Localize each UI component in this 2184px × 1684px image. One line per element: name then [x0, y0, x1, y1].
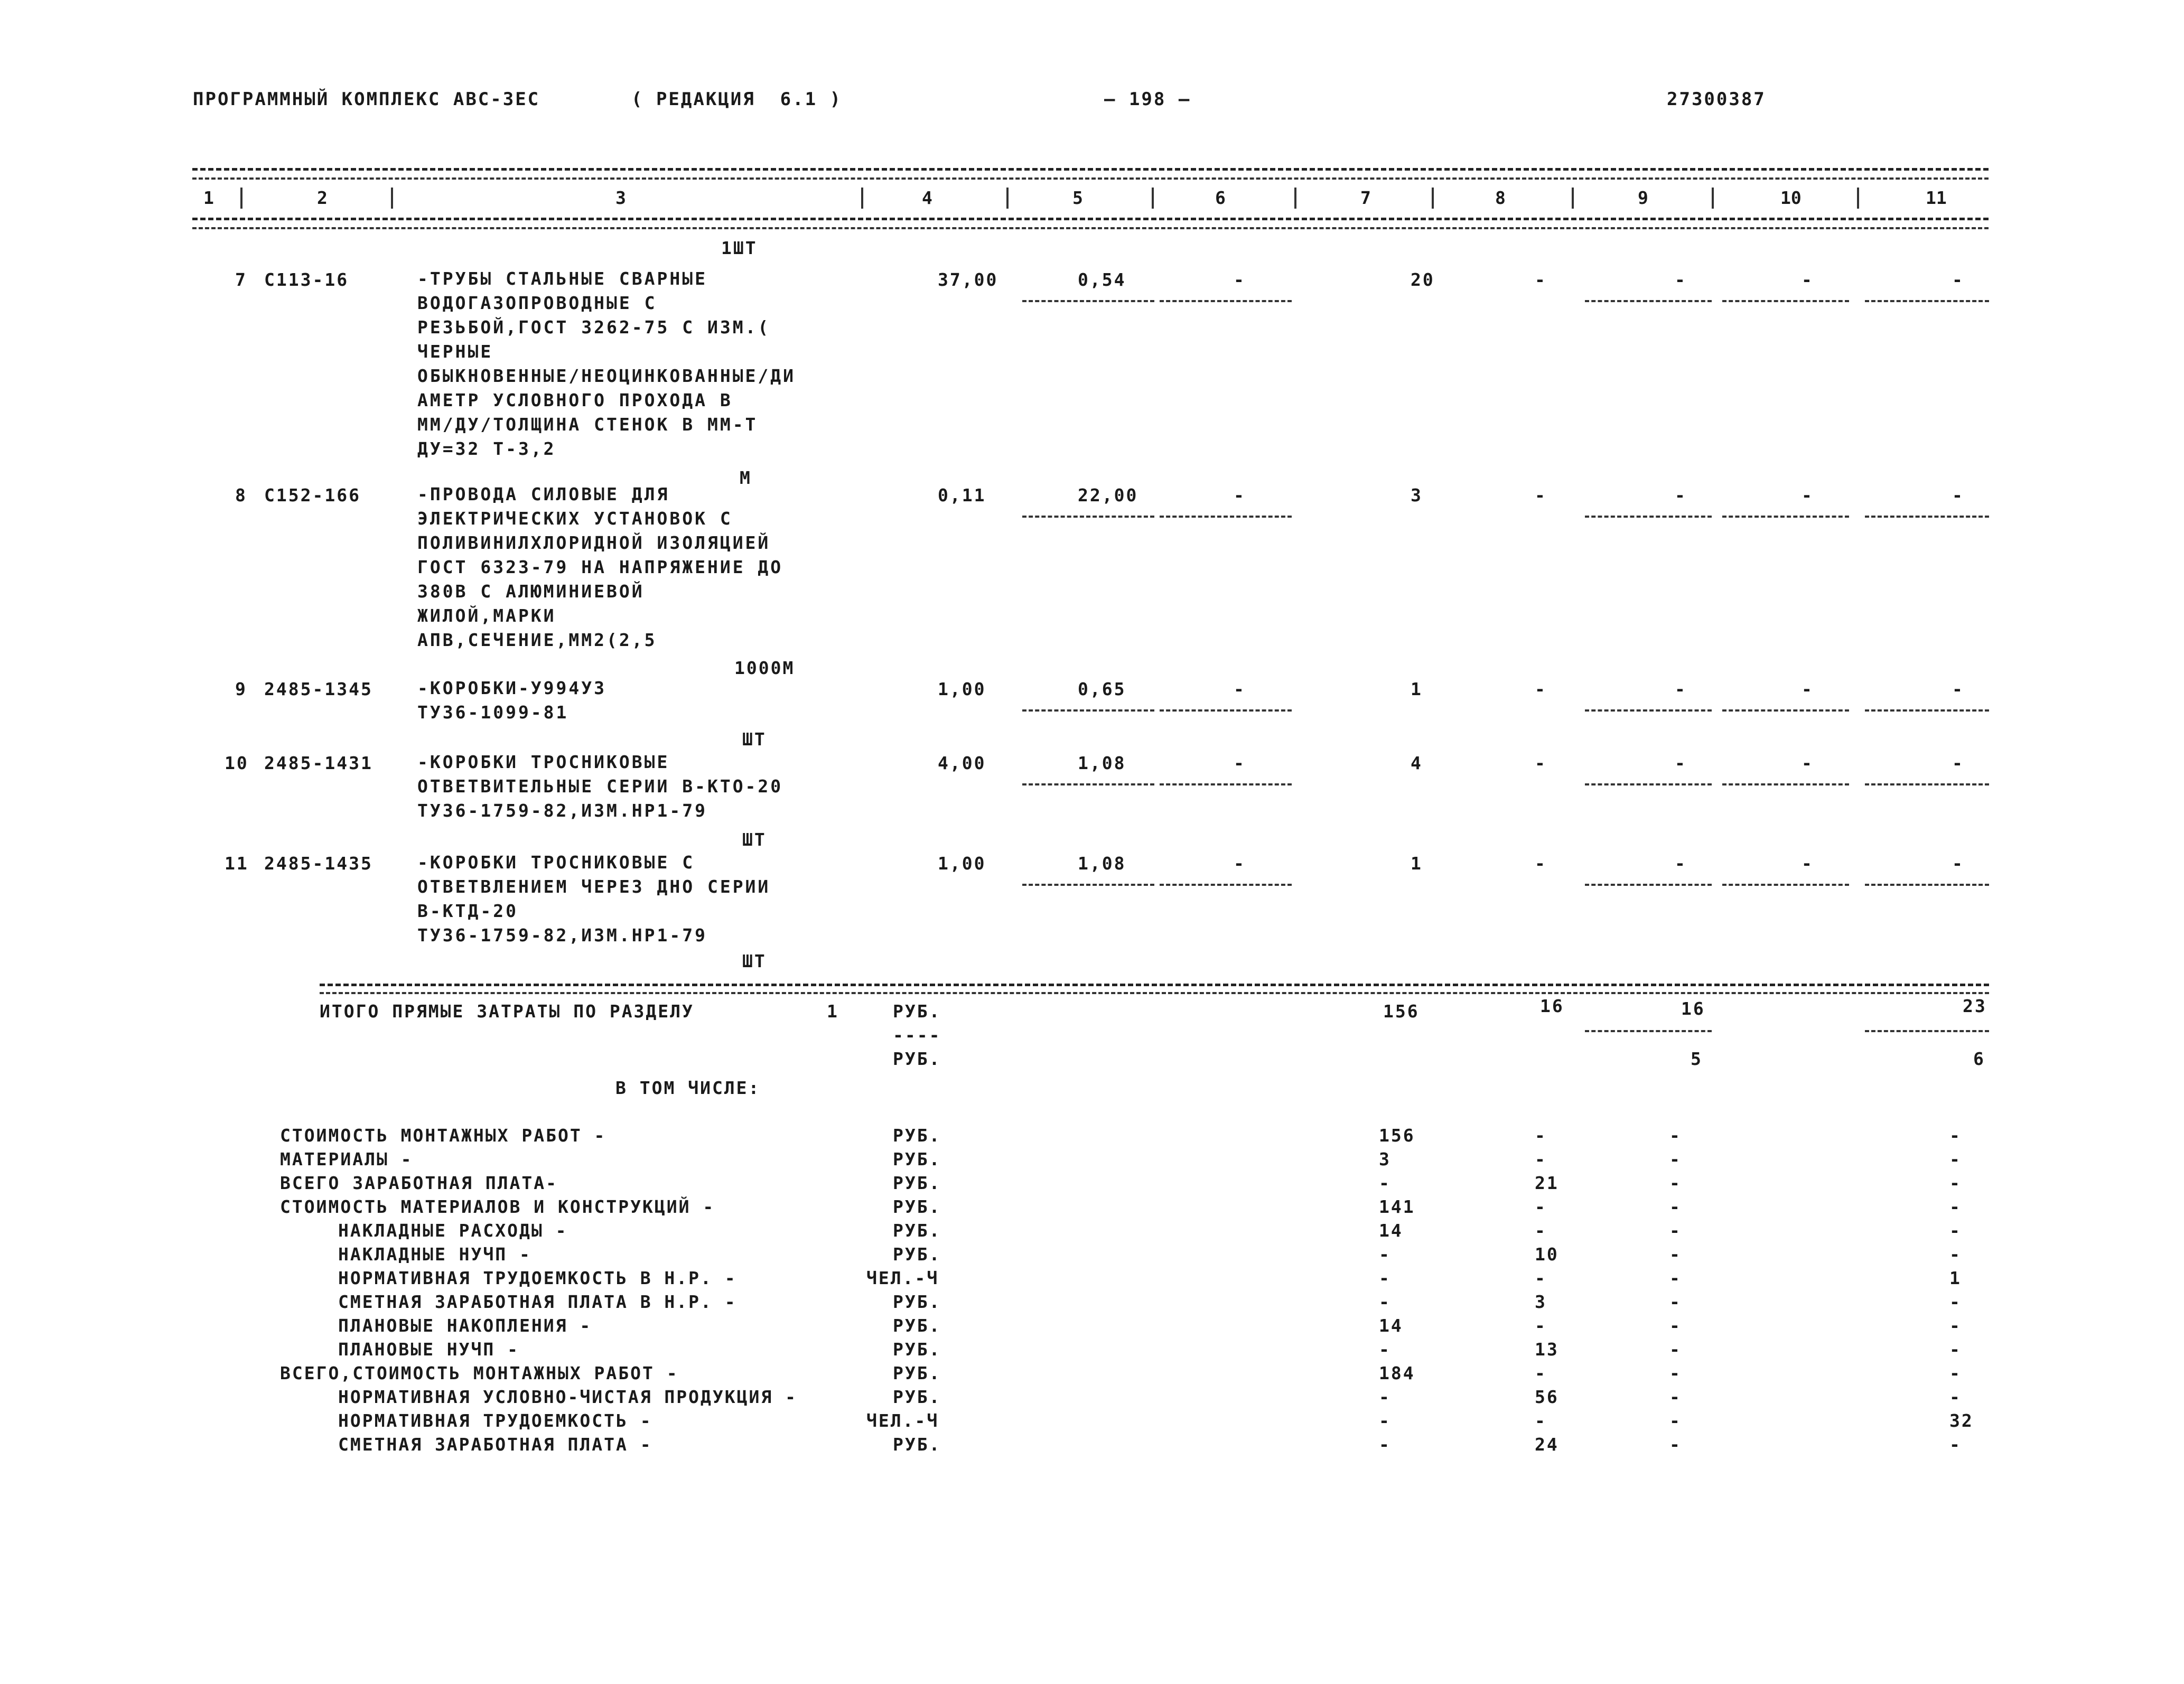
document-code: 27300387 — [1667, 89, 1766, 110]
cell-underline — [1722, 709, 1849, 712]
breakdown-col9: - — [1669, 1434, 1682, 1455]
column-number: 4 — [922, 188, 932, 208]
breakdown-col9: - — [1669, 1315, 1682, 1336]
breakdown-unit: РУБ. — [893, 1339, 941, 1360]
cell-underline — [1160, 783, 1292, 785]
cell-underline — [1585, 516, 1712, 518]
col10-cell: - — [1802, 679, 1814, 699]
cell-underline — [1585, 300, 1712, 302]
row-number: 8 — [235, 485, 247, 506]
cell-underline — [1160, 300, 1292, 302]
breakdown-col7: 141 — [1379, 1196, 1415, 1217]
breakdown-col7: 3 — [1379, 1149, 1391, 1170]
breakdown-label: ПЛАНОВЫЕ НАКОПЛЕНИЯ - — [338, 1315, 592, 1336]
item-description: -ПРОВОДА СИЛОВЫЕ ДЛЯ ЭЛЕКТРИЧЕСКИХ УСТАНОВОК С ПОЛИВИНИЛХЛОРИДНОЙ ИЗОЛЯЦИЕЙ ГОСТ 6323-79 НА НАПРЯЖЕНИЕ ДО 380В С АЛЮМИНИЕВОЙ ЖИЛОЙ,МАРКИ АПВ,СЕЧЕНИЕ,ММ2(2,5 — [417, 484, 783, 650]
item-description: -КОРОБКИ ТРОСНИКОВЫЕ С ОТВЕТВЛЕНИЕМ ЧЕРЕЗ ДНО СЕРИИ В-КТД-20 ТУ36-1759-82,ИЗМ.НР1-79 — [417, 852, 771, 946]
col9-cell: - — [1675, 853, 1687, 874]
breakdown-label: НОРМАТИВНАЯ ТРУДОЕМКОСТЬ - — [338, 1410, 652, 1431]
breakdown-col7: 184 — [1379, 1363, 1415, 1383]
cell-underline — [1022, 709, 1154, 712]
col11-cell: - — [1952, 485, 1964, 506]
breakdown-col7: - — [1379, 1244, 1391, 1265]
breakdown-unit: РУБ. — [893, 1149, 941, 1170]
breakdown-col8: - — [1535, 1149, 1547, 1170]
breakdown-col11: - — [1949, 1125, 1962, 1146]
col10-cell: - — [1802, 753, 1814, 773]
totals-col11: 23 — [1963, 996, 1987, 1016]
breakdown-col11: 1 — [1949, 1268, 1962, 1288]
breakdown-col9: - — [1669, 1196, 1682, 1217]
quantity-cell: 4,00 — [938, 753, 986, 773]
breakdown-col7: 14 — [1379, 1220, 1403, 1241]
col6-cell: - — [1234, 485, 1246, 506]
cell-underline — [1865, 709, 1989, 712]
breakdown-label: СМЕТНАЯ ЗАРАБОТНАЯ ПЛАТА В Н.Р. - — [338, 1292, 737, 1312]
quantity-cell: 0,11 — [938, 485, 986, 506]
breakdown-unit: РУБ. — [893, 1292, 941, 1312]
breakdown-col11: - — [1949, 1434, 1962, 1455]
col8-cell: - — [1535, 753, 1547, 773]
column-number: 1 — [203, 188, 214, 208]
column-separator — [1152, 188, 1154, 209]
totals-col9: 16 — [1681, 998, 1705, 1019]
column-number: 11 — [1926, 188, 1947, 208]
row-number: 10 — [225, 753, 249, 773]
column-number: 10 — [1780, 188, 1802, 208]
col11-cell: - — [1952, 753, 1964, 773]
column-number: 2 — [317, 188, 328, 208]
cell-underline — [1022, 516, 1154, 518]
page-number: — 198 — — [1104, 89, 1191, 110]
col6-cell: - — [1234, 269, 1246, 290]
rate-code: С113-16 — [264, 269, 349, 290]
breakdown-col11: - — [1949, 1244, 1962, 1265]
breakdown-col11: - — [1949, 1173, 1962, 1193]
rate-code: 2485-1435 — [264, 853, 373, 874]
header-bottom-rule-2 — [192, 227, 1989, 229]
total-cost-cell: 20 — [1411, 269, 1435, 290]
breakdown-label: НАКЛАДНЫЕ НУЧП - — [338, 1244, 531, 1265]
totals-col9b: 5 — [1691, 1049, 1703, 1069]
breakdown-col8: - — [1535, 1196, 1547, 1217]
totals-rule — [320, 984, 1989, 986]
breakdown-label: ПЛАНОВЫЕ НУЧП - — [338, 1339, 520, 1360]
column-number: 7 — [1360, 188, 1371, 208]
column-separator — [1432, 188, 1434, 209]
breakdown-col11: - — [1949, 1196, 1962, 1217]
breakdown-col8: - — [1535, 1315, 1547, 1336]
totals-unit-1: РУБ. — [893, 1001, 941, 1022]
column-separator — [391, 188, 393, 209]
cell-underline — [1160, 884, 1292, 886]
breakdown-col11: - — [1949, 1363, 1962, 1383]
item-description: -КОРОБКИ-У994УЗ ТУ36-1099-81 — [417, 678, 607, 723]
col8-cell: - — [1535, 485, 1547, 506]
totals-unit-2: РУБ. — [893, 1049, 941, 1069]
total-cost-cell: 4 — [1411, 753, 1423, 773]
quantity-cell: 1,00 — [938, 679, 986, 699]
breakdown-col7: 156 — [1379, 1125, 1415, 1146]
item-description: -ТРУБЫ СТАЛЬНЫЕ СВАРНЫЕ ВОДОГАЗОПРОВОДНЫЕ С РЕЗЬБОЙ,ГОСТ 3262-75 С ИЗМ.( ЧЕРНЫЕ ОБЫКНОВЕННЫЕ/НЕОЦИНКОВАННЫЕ/ДИ АМЕТР УСЛОВНОГО ПРОХОДА В ММ/ДУ/ТОЛЩИНА СТЕНОК В ММ-Т ДУ=32 Т-3,2 — [417, 268, 796, 459]
breakdown-unit: РУБ. — [893, 1125, 941, 1146]
breakdown-col9: - — [1669, 1268, 1682, 1288]
quantity-cell: 1,00 — [938, 853, 986, 874]
breakdown-label: СТОИМОСТЬ МОНТАЖНЫХ РАБОТ - — [280, 1125, 606, 1146]
col10-cell: - — [1802, 853, 1814, 874]
breakdown-col11: - — [1949, 1387, 1962, 1407]
breakdown-col9: - — [1669, 1125, 1682, 1146]
column-separator — [1712, 188, 1714, 209]
breakdown-col11: - — [1949, 1339, 1962, 1360]
breakdown-col7: - — [1379, 1173, 1391, 1193]
unit-price-cell: 22,00 — [1078, 485, 1138, 506]
cell-underline — [1160, 709, 1292, 712]
breakdown-unit: РУБ. — [893, 1387, 941, 1407]
unit-price-cell: 0,54 — [1078, 269, 1126, 290]
cell-underline — [1585, 884, 1712, 886]
program-name: ПРОГРАММНЫЙ КОМПЛЕКС АВС-3ЕС — [193, 89, 540, 110]
column-separator — [1572, 188, 1574, 209]
unit-of-measure: ШТ — [742, 951, 767, 971]
cell-underline — [1865, 516, 1989, 518]
unit-of-measure: М — [740, 467, 752, 488]
rate-code: 2485-1431 — [264, 753, 373, 773]
breakdown-col8: - — [1535, 1268, 1547, 1288]
header-top-rule-2 — [192, 177, 1989, 180]
breakdown-col8: - — [1535, 1125, 1547, 1146]
breakdown-col8: 56 — [1535, 1387, 1559, 1407]
column-number: 3 — [615, 188, 626, 208]
col6-cell: - — [1234, 753, 1246, 773]
col9-cell: - — [1675, 269, 1687, 290]
column-separator — [861, 188, 863, 209]
row-number: 7 — [235, 269, 247, 290]
breakdown-col8: 21 — [1535, 1173, 1559, 1193]
breakdown-col9: - — [1669, 1363, 1682, 1383]
col9-cell: - — [1675, 679, 1687, 699]
breakdown-col11: - — [1949, 1149, 1962, 1170]
breakdown-col11: - — [1949, 1220, 1962, 1241]
total-cost-cell: 3 — [1411, 485, 1423, 506]
breakdown-col7: - — [1379, 1434, 1391, 1455]
col6-cell: - — [1234, 679, 1246, 699]
totals-col8: 16 — [1540, 996, 1564, 1016]
totals-rule-2 — [320, 992, 1989, 994]
breakdown-col7: - — [1379, 1387, 1391, 1407]
unit-of-measure: ШТ — [742, 729, 767, 750]
breakdown-label: СТОИМОСТЬ МАТЕРИАЛОВ И КОНСТРУКЦИЙ - — [280, 1196, 715, 1217]
breakdown-col7: - — [1379, 1410, 1391, 1431]
breakdown-label: НОРМАТИВНАЯ ТРУДОЕМКОСТЬ В Н.Р. - — [338, 1268, 737, 1288]
breakdown-unit: РУБ. — [893, 1244, 941, 1265]
cell-underline — [1022, 884, 1154, 886]
breakdown-col11: - — [1949, 1292, 1962, 1312]
edition-label: ( РЕДАКЦИЯ 6.1 ) — [631, 89, 842, 110]
column-separator — [1857, 188, 1859, 209]
breakdown-col8: - — [1535, 1220, 1547, 1241]
unit-price-cell: 0,65 — [1078, 679, 1126, 699]
breakdown-unit: РУБ. — [893, 1434, 941, 1455]
breakdown-unit: ЧЕЛ.-Ч — [866, 1268, 939, 1288]
col6-cell: - — [1234, 853, 1246, 874]
totals-section: 1 — [827, 1001, 839, 1022]
col10-cell: - — [1802, 485, 1814, 506]
column-number: 9 — [1638, 188, 1648, 208]
breakdown-unit: РУБ. — [893, 1220, 941, 1241]
header-bottom-rule — [192, 218, 1989, 220]
cell-underline — [1722, 884, 1849, 886]
cell-underline — [1722, 783, 1849, 785]
column-number: 8 — [1495, 188, 1506, 208]
breakdown-col9: - — [1669, 1410, 1682, 1431]
col9-cell: - — [1675, 753, 1687, 773]
breakdown-col9: - — [1669, 1244, 1682, 1265]
totals-col7: 156 — [1383, 1001, 1420, 1022]
column-number: 6 — [1215, 188, 1226, 208]
including-label: В ТОМ ЧИСЛЕ: — [615, 1078, 761, 1098]
breakdown-col8: 10 — [1535, 1244, 1559, 1265]
cell-underline — [1865, 300, 1989, 302]
cell-underline — [1865, 783, 1989, 785]
unit-of-measure: ШТ — [742, 829, 767, 850]
col10-cell: - — [1802, 269, 1814, 290]
breakdown-label: ВСЕГО,СТОИМОСТЬ МОНТАЖНЫХ РАБОТ - — [280, 1363, 679, 1383]
breakdown-unit: РУБ. — [893, 1315, 941, 1336]
cell-underline — [1160, 516, 1292, 518]
totals-col11-rule — [1865, 1030, 1989, 1032]
breakdown-col8: 13 — [1535, 1339, 1559, 1360]
breakdown-col8: - — [1535, 1410, 1547, 1431]
breakdown-col7: 14 — [1379, 1315, 1403, 1336]
cell-underline — [1022, 783, 1154, 785]
cell-underline — [1585, 709, 1712, 712]
breakdown-unit: РУБ. — [893, 1173, 941, 1193]
breakdown-col9: - — [1669, 1387, 1682, 1407]
breakdown-col7: - — [1379, 1268, 1391, 1288]
breakdown-col9: - — [1669, 1292, 1682, 1312]
breakdown-label: СМЕТНАЯ ЗАРАБОТНАЯ ПЛАТА - — [338, 1434, 652, 1455]
breakdown-label: ВСЕГО ЗАРАБОТНАЯ ПЛАТА- — [280, 1173, 558, 1193]
rate-code: 2485-1345 — [264, 679, 373, 699]
breakdown-col8: - — [1535, 1363, 1547, 1383]
total-cost-cell: 1 — [1411, 853, 1423, 874]
column-separator — [1294, 188, 1296, 209]
quantity-cell: 37,00 — [938, 269, 998, 290]
totals-label: ИТОГО ПРЯМЫЕ ЗАТРАТЫ ПО РАЗДЕЛУ — [320, 1001, 694, 1022]
breakdown-unit: РУБ. — [893, 1363, 941, 1383]
breakdown-col8: 3 — [1535, 1292, 1547, 1312]
breakdown-col9: - — [1669, 1339, 1682, 1360]
header-top-rule — [192, 168, 1989, 171]
breakdown-col7: - — [1379, 1339, 1391, 1360]
breakdown-unit: ЧЕЛ.-Ч — [866, 1410, 939, 1431]
cell-underline — [1722, 300, 1849, 302]
total-cost-cell: 1 — [1411, 679, 1423, 699]
row-number: 9 — [235, 679, 247, 699]
breakdown-col9: - — [1669, 1220, 1682, 1241]
item-description: -КОРОБКИ ТРОСНИКОВЫЕ ОТВЕТВИТЕЛЬНЫЕ СЕРИИ В-КТО-20 ТУ36-1759-82,ИЗМ.НР1-79 — [417, 752, 783, 821]
col8-cell: - — [1535, 269, 1547, 290]
row-number: 11 — [225, 853, 249, 874]
breakdown-col11: 32 — [1949, 1410, 1974, 1431]
breakdown-col7: - — [1379, 1292, 1391, 1312]
cell-underline — [1585, 783, 1712, 785]
column-separator — [1006, 188, 1009, 209]
cell-underline — [1022, 300, 1154, 302]
breakdown-col9: - — [1669, 1173, 1682, 1193]
col8-cell: - — [1535, 679, 1547, 699]
breakdown-label: НАКЛАДНЫЕ РАСХОДЫ - — [338, 1220, 568, 1241]
col11-cell: - — [1952, 269, 1964, 290]
totals-col9-rule — [1585, 1030, 1712, 1032]
col11-cell: - — [1952, 853, 1964, 874]
totals-col11b: 6 — [1973, 1049, 1985, 1069]
unit-of-measure: 1ШТ — [721, 238, 758, 258]
cell-underline — [1722, 516, 1849, 518]
col9-cell: - — [1675, 485, 1687, 506]
breakdown-unit: РУБ. — [893, 1196, 941, 1217]
rate-code: С152-166 — [264, 485, 361, 506]
unit-of-measure: 1000М — [734, 658, 795, 678]
breakdown-label: НОРМАТИВНАЯ УСЛОВНО-ЧИСТАЯ ПРОДУКЦИЯ - — [338, 1387, 797, 1407]
breakdown-label: МАТЕРИАЛЫ - — [280, 1149, 413, 1170]
unit-price-cell: 1,08 — [1078, 753, 1126, 773]
col11-cell: - — [1952, 679, 1964, 699]
column-number: 5 — [1072, 188, 1083, 208]
cell-underline — [1865, 884, 1989, 886]
totals-separator: ---- — [893, 1025, 941, 1045]
unit-price-cell: 1,08 — [1078, 853, 1126, 874]
column-separator — [240, 188, 242, 209]
breakdown-col11: - — [1949, 1315, 1962, 1336]
breakdown-col8: 24 — [1535, 1434, 1559, 1455]
col8-cell: - — [1535, 853, 1547, 874]
breakdown-col9: - — [1669, 1149, 1682, 1170]
